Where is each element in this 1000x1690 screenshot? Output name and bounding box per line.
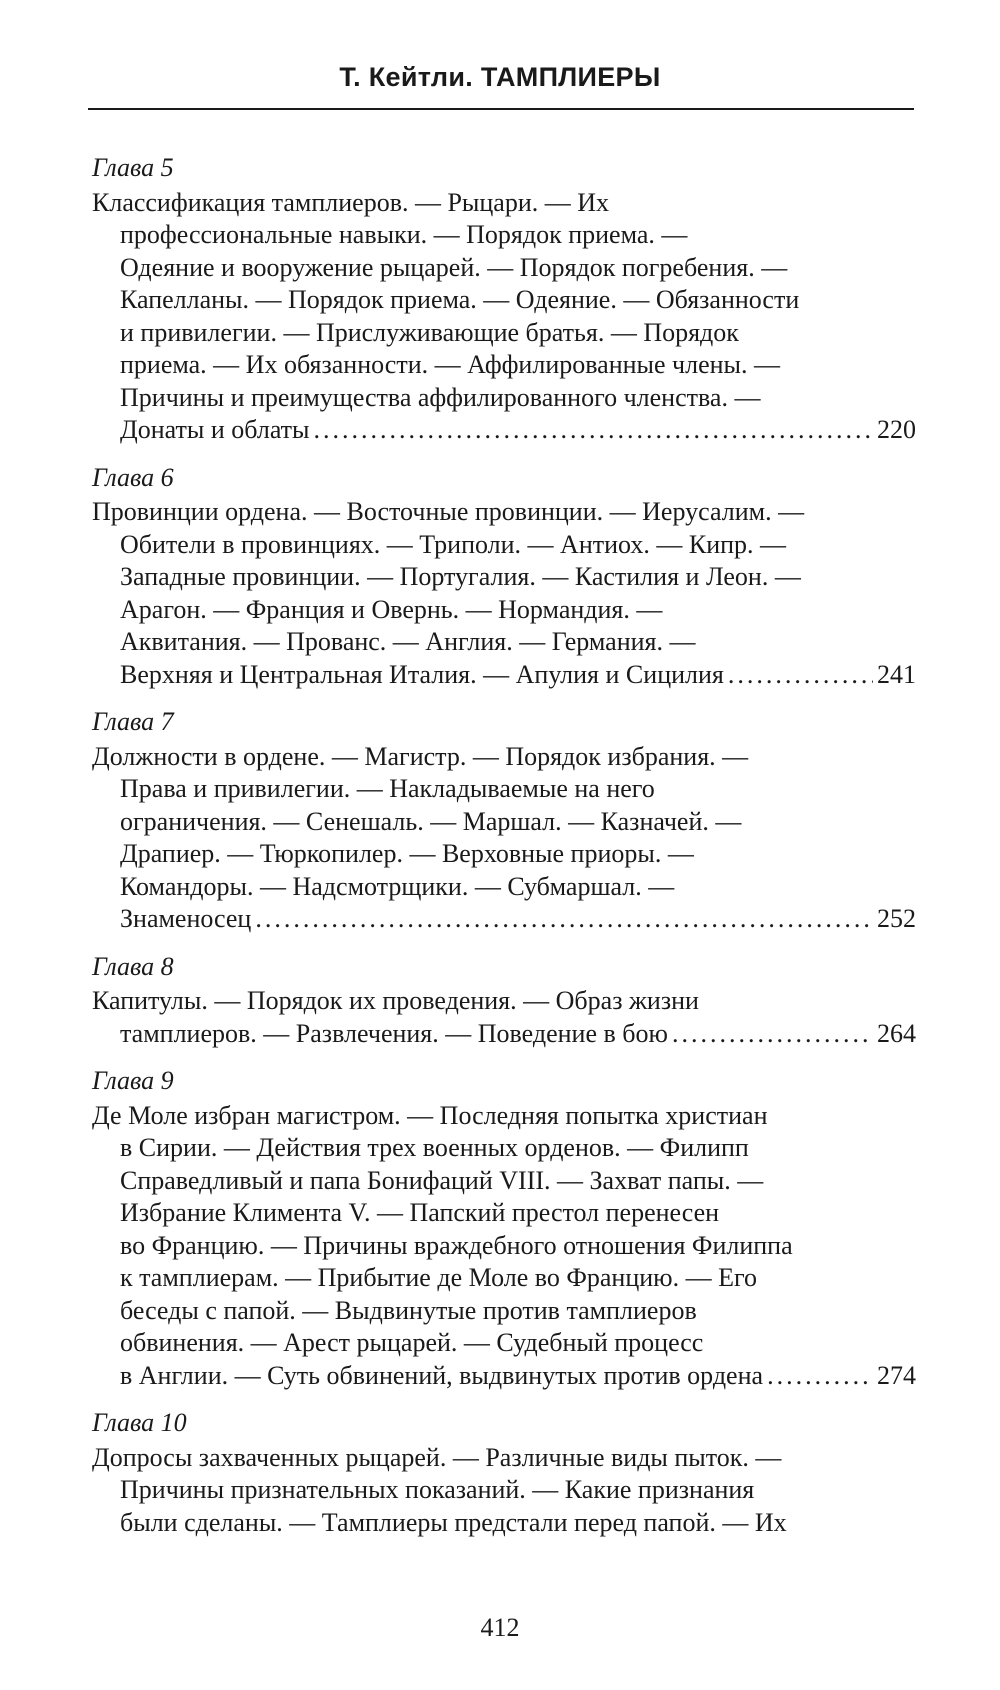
dot-leader [255,903,873,936]
toc-page-number: 241 [877,659,916,689]
toc-entry-text: в Англии. — Суть обвинений, выдвинутых против ордена [120,1360,764,1390]
toc-entry-line: Допросы захваченных рыцарей. — Различные виды пыток. — [92,1442,782,1472]
chapter-label: Глава 8 [92,951,174,981]
page-number: 412 [480,1613,520,1642]
toc-entry-line: во Францию. — Причины враждебного отношения Филиппа [120,1230,793,1260]
toc-entry [92,1065,916,1392]
chapter-label: Глава 5 [92,153,174,182]
running-header: Т. Кейтли. ТАМПЛИЕРЫ [339,62,661,92]
toc-entry [92,152,916,447]
toc-entry-last-line [92,903,916,936]
chapter-label: Глава 10 [92,1408,187,1437]
toc-entry-line: Драпиер. — Тюркопилер. — Верховные приоры. — [120,839,694,868]
dot-leader [672,1018,873,1051]
chapter-label: Глава 9 [92,1066,174,1095]
toc-entry-line: Западные провинции. — Португалия. — Кастилия и Леон. — [120,562,801,591]
toc-entry-text: Знаменосец [120,904,252,933]
toc-entry-line: Избрание Климента V. — Папский престол перенесен [120,1198,720,1227]
toc-entry-line: Аквитания. — Прованс. — Англия. — Германия. — [120,627,696,656]
toc-entry-line: к тамплиерам. — Прибытие де Моле во Францию. — Его [120,1263,757,1292]
toc-entry-last-line [92,1360,916,1393]
toc-entry-line: Капелланы. — Порядок приема. — Одеяние. — Обязанности [120,285,800,314]
toc-page-number: 220 [877,415,916,444]
toc-entry-last-line [92,1018,916,1051]
toc-entry-text: Верхняя и Центральная Италия. — Апулия и Сицилия [120,659,724,689]
toc-entry [92,462,916,692]
toc-entry-line: профессиональные навыки. — Порядок приема. — [120,220,688,249]
toc-entry-line: в Сирии. — Действия трех военных орденов. — Филипп [120,1133,749,1162]
toc-entry-last-line [92,659,916,692]
table-of-contents [92,152,916,1554]
toc-entry-line: приема. — Их обязанности. — Аффилированные члены. — [120,350,781,379]
toc-entry-line: Провинции ордена. — Восточные провинции. — Иерусалим. — [92,497,805,526]
toc-entry [92,1407,916,1539]
toc-page-number: 264 [877,1018,916,1048]
dot-leader [314,414,873,447]
toc-entry-line: были сделаны. — Тамплиеры предстали перед папой. — Их [120,1507,787,1537]
toc-entry-line: Должности в ордене. — Магистр. — Порядок избрания. — [92,741,749,771]
toc-entry-text: Донаты и облаты [120,415,310,444]
dot-leader [767,1360,873,1393]
toc-entry-line: Арагон. — Франция и Овернь. — Нормандия. — [120,594,663,624]
toc-entry [92,951,916,1051]
toc-entry-line: беседы с папой. — Выдвинутые против тамплиеров [120,1295,697,1325]
toc-entry-line: обвинения. — Арест рыцарей. — Судебный процесс [120,1328,704,1357]
chapter-label: Глава 7 [92,707,174,736]
toc-entry-line: Справедливый и папа Бонифаций VIII. — Захват папы. — [120,1165,764,1195]
toc-entry-line: Капитулы. — Порядок их проведения. — Образ жизни [92,986,699,1015]
toc-entry-last-line [92,414,916,447]
toc-entry-line: и привилегии. — Прислуживающие братья. — Порядок [120,317,739,347]
toc-entry-line: Классификация тамплиеров. — Рыцари. — Их [92,187,610,217]
toc-entry-line: Обители в провинциях. — Триполи. — Антиох. — Кипр. — [120,529,787,559]
toc-entry-line: ограничения. — Сенешаль. — Маршал. — Казначей. — [120,806,742,836]
toc-entry [92,706,916,936]
toc-entry-text: тамплиеров. — Развлечения. — Поведение в бою [120,1018,668,1048]
dot-leader [728,659,873,692]
header-rule [88,108,914,110]
chapter-label: Глава 6 [92,462,174,492]
toc-entry-line: Одеяние и вооружение рыцарей. — Порядок погребения. — [120,252,788,282]
toc-page-number: 274 [877,1360,916,1390]
toc-page-number: 252 [877,904,916,933]
toc-entry-line: Причины и преимущества аффилированного членства. — [120,382,761,412]
toc-entry-line: Де Моле избран магистром. — Последняя попытка христиан [92,1100,768,1130]
toc-entry-line: Командоры. — Надсмотрщики. — Субмаршал. — [120,871,675,901]
toc-entry-line: Права и привилегии. — Накладываемые на него [120,774,655,803]
toc-entry-line: Причины признательных показаний. — Какие признания [120,1475,755,1504]
